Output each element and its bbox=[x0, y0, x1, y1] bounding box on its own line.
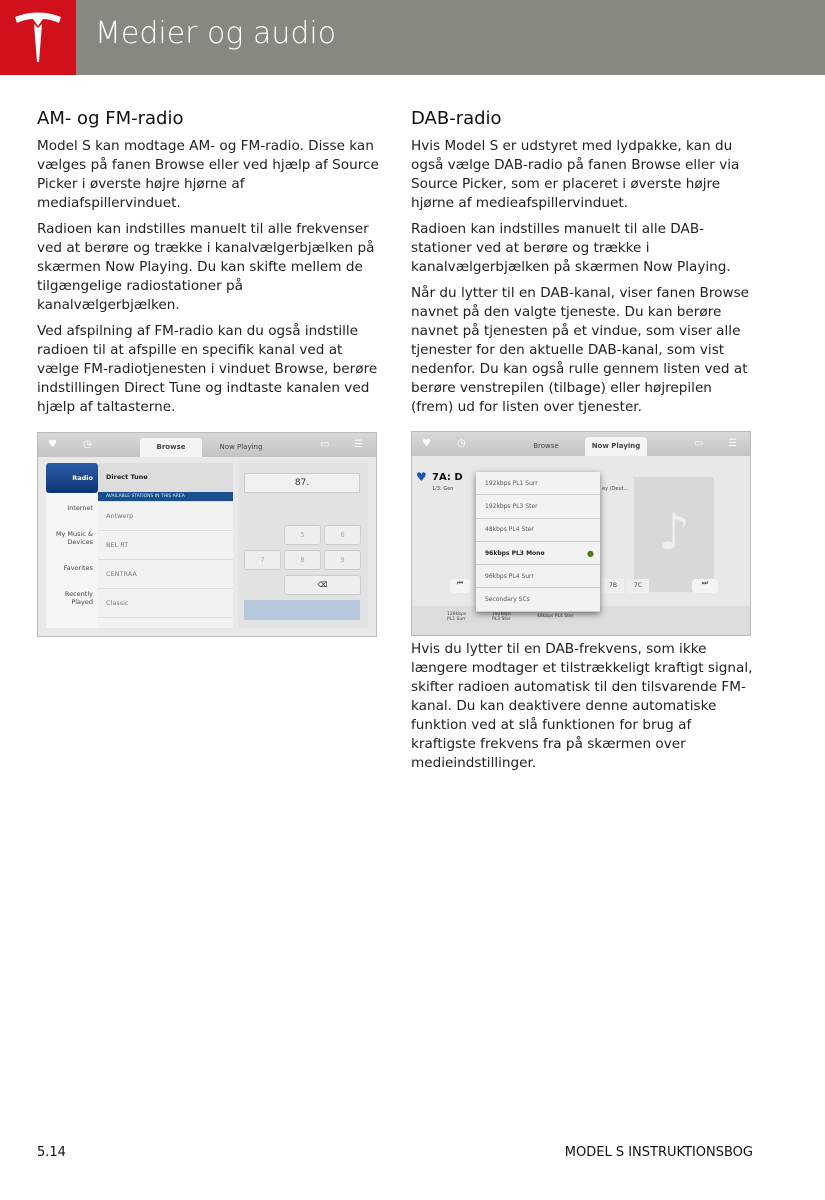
enter-bar bbox=[244, 600, 360, 620]
source-radio: Radio bbox=[46, 463, 98, 493]
service-item: 192kbps PL3 Ster bbox=[476, 495, 600, 518]
source-icon: ▭ bbox=[694, 438, 704, 449]
list-bar: AVAILABLE STATIONS IN THIS AREA bbox=[98, 492, 233, 502]
paragraph: Hvis Model S er udstyret med lydpakke, kan du også vælge DAB-radio på fanen Browse eller via Source Picker, som er placeret i øverste højre hjørne af medieafspillervinduet. bbox=[411, 138, 740, 211]
am-fm-section bbox=[37, 108, 382, 424]
source-favorites: Favorites bbox=[63, 564, 93, 572]
paragraph: Hvis du lytter til en DAB-frekvens, som ikke længere modtager et tilstrækkeligt kraftigt signal, skifter radioen automatisk til den tilsvarende FM-kanal. Du kan deaktivere denne automatiske funktion ved at slå funktionen for brug af kraftigste frekvens fra på skærmen over medieindstillinger. bbox=[411, 641, 753, 771]
source-recent: Recently Played bbox=[64, 590, 93, 606]
now-playing-screenshot bbox=[411, 431, 751, 636]
tab-browse: Browse bbox=[533, 442, 559, 450]
tesla-logo bbox=[0, 0, 76, 75]
section-heading: AM- og FM-radio bbox=[37, 108, 184, 129]
source-list bbox=[46, 463, 98, 628]
page-title: Medier og audio bbox=[95, 16, 337, 51]
service-item: Secondary SCs bbox=[476, 588, 600, 611]
source-my-music: My Music & Devices bbox=[55, 530, 93, 546]
station-item: Antwerp bbox=[98, 502, 233, 531]
direct-tune: Direct Tune bbox=[98, 463, 233, 492]
media-topbar bbox=[412, 432, 750, 456]
station-sub2: ey (Deut... bbox=[602, 486, 629, 492]
station-item: Classic bbox=[98, 589, 233, 618]
tab-now-playing: Now Playing bbox=[585, 437, 647, 456]
paragraph: Radioen kan indstilles manuelt til alle frekvenser ved at berøre og trække i kanalvælgerbjælken på skærmen Now Playing. Du kan skifte mellem de tilgængelige radiostationer på kanalvælgerbjælken. bbox=[37, 221, 375, 313]
service-item: 192kbps PL1 Surr bbox=[476, 472, 600, 495]
skip-forward-icon: ⏭ bbox=[692, 579, 718, 593]
browse-screenshot bbox=[37, 432, 377, 637]
station-name: 7A: D bbox=[432, 472, 463, 483]
service-item: 48kbps PL4 Ster bbox=[476, 519, 600, 542]
service-item: 96kbps PL4 Surr bbox=[476, 565, 600, 588]
dab-section bbox=[411, 108, 756, 424]
preset: 7B bbox=[602, 579, 624, 593]
service-item-selected bbox=[476, 542, 600, 565]
favorite-heart-icon: ♥ bbox=[416, 470, 427, 484]
settings-icon: ☰ bbox=[354, 439, 363, 450]
paragraph: Når du lytter til en DAB-kanal, viser fanen Browse navnet på den valgte tjeneste. Du kan berøre navnet på tjenesten på et vindue, som viser alle tjenester for den aktuelle DAB-kanal, som vist nedenfor. Du kan også rulle gennem listen ved at berøre venstrepilen (tilbage) eller højrepilen (frem) ud for listen over tjenester. bbox=[411, 285, 750, 415]
media-topbar bbox=[38, 433, 376, 457]
heart-icon: ♥ bbox=[422, 438, 431, 449]
tab-browse: Browse bbox=[140, 438, 202, 457]
book-title: MODEL S INSTRUKTIONSBOG bbox=[564, 1145, 753, 1160]
page-number: 5.14 bbox=[37, 1145, 66, 1160]
service-label: 48kbps PL4 Ster bbox=[537, 614, 574, 619]
key: 6 bbox=[324, 525, 361, 545]
paragraph: Radioen kan indstilles manuelt til alle DAB-stationer ved at berøre og trække i kanalvælgerbjælken på skærmen Now Playing. bbox=[411, 221, 731, 275]
tab-now-playing: Now Playing bbox=[219, 443, 263, 451]
source-icon: ▭ bbox=[320, 439, 330, 450]
station-list bbox=[98, 463, 233, 628]
settings-icon: ☰ bbox=[728, 438, 737, 449]
service-label: 96kbps PL3 Mono bbox=[485, 549, 545, 557]
heart-icon: ♥ bbox=[48, 439, 57, 450]
service-label: 128kbps PL1 Surr bbox=[447, 612, 467, 622]
backspace-icon: ⌫ bbox=[284, 575, 361, 595]
page-header bbox=[0, 0, 825, 75]
frequency-display: 87. bbox=[244, 473, 360, 493]
station-sub: 1/3: Gen bbox=[432, 486, 454, 492]
key: 9 bbox=[324, 550, 361, 570]
paragraph: Model S kan modtage AM- og FM-radio. Disse kan vælges på fanen Browse eller ved hjælp af Source Picker i øverste højre hjørne af mediafspillervinduet. bbox=[37, 138, 379, 211]
check-icon: ● bbox=[587, 548, 594, 558]
paragraph: Ved afspilning af FM-radio kan du også indstille radioen til at afspille en specifik kanal ved at vælge FM-radiotjenesten i vinduet Browse, berøre indstillingen Direct Tune og indtaste kanalen ved hjælp af taltasterne. bbox=[37, 323, 378, 415]
station-item: CENTRAA bbox=[98, 560, 233, 589]
key: 5 bbox=[284, 525, 321, 545]
section-heading: DAB-radio bbox=[411, 108, 502, 129]
keypad bbox=[238, 463, 368, 628]
service-menu bbox=[476, 472, 600, 612]
key: 8 bbox=[284, 550, 321, 570]
album-art-note-icon: ♪ bbox=[634, 477, 714, 592]
key: 7 bbox=[244, 550, 281, 570]
station-item: BEL RT bbox=[98, 531, 233, 560]
preset: 7C bbox=[627, 579, 649, 593]
service-label: 192kbps PL3 Ster bbox=[492, 612, 512, 622]
clock-icon: ◷ bbox=[457, 438, 466, 449]
dab-after bbox=[411, 640, 756, 780]
clock-icon: ◷ bbox=[83, 439, 92, 450]
skip-back-icon: ⏮ bbox=[450, 579, 470, 593]
source-internet: Internet bbox=[67, 504, 93, 512]
